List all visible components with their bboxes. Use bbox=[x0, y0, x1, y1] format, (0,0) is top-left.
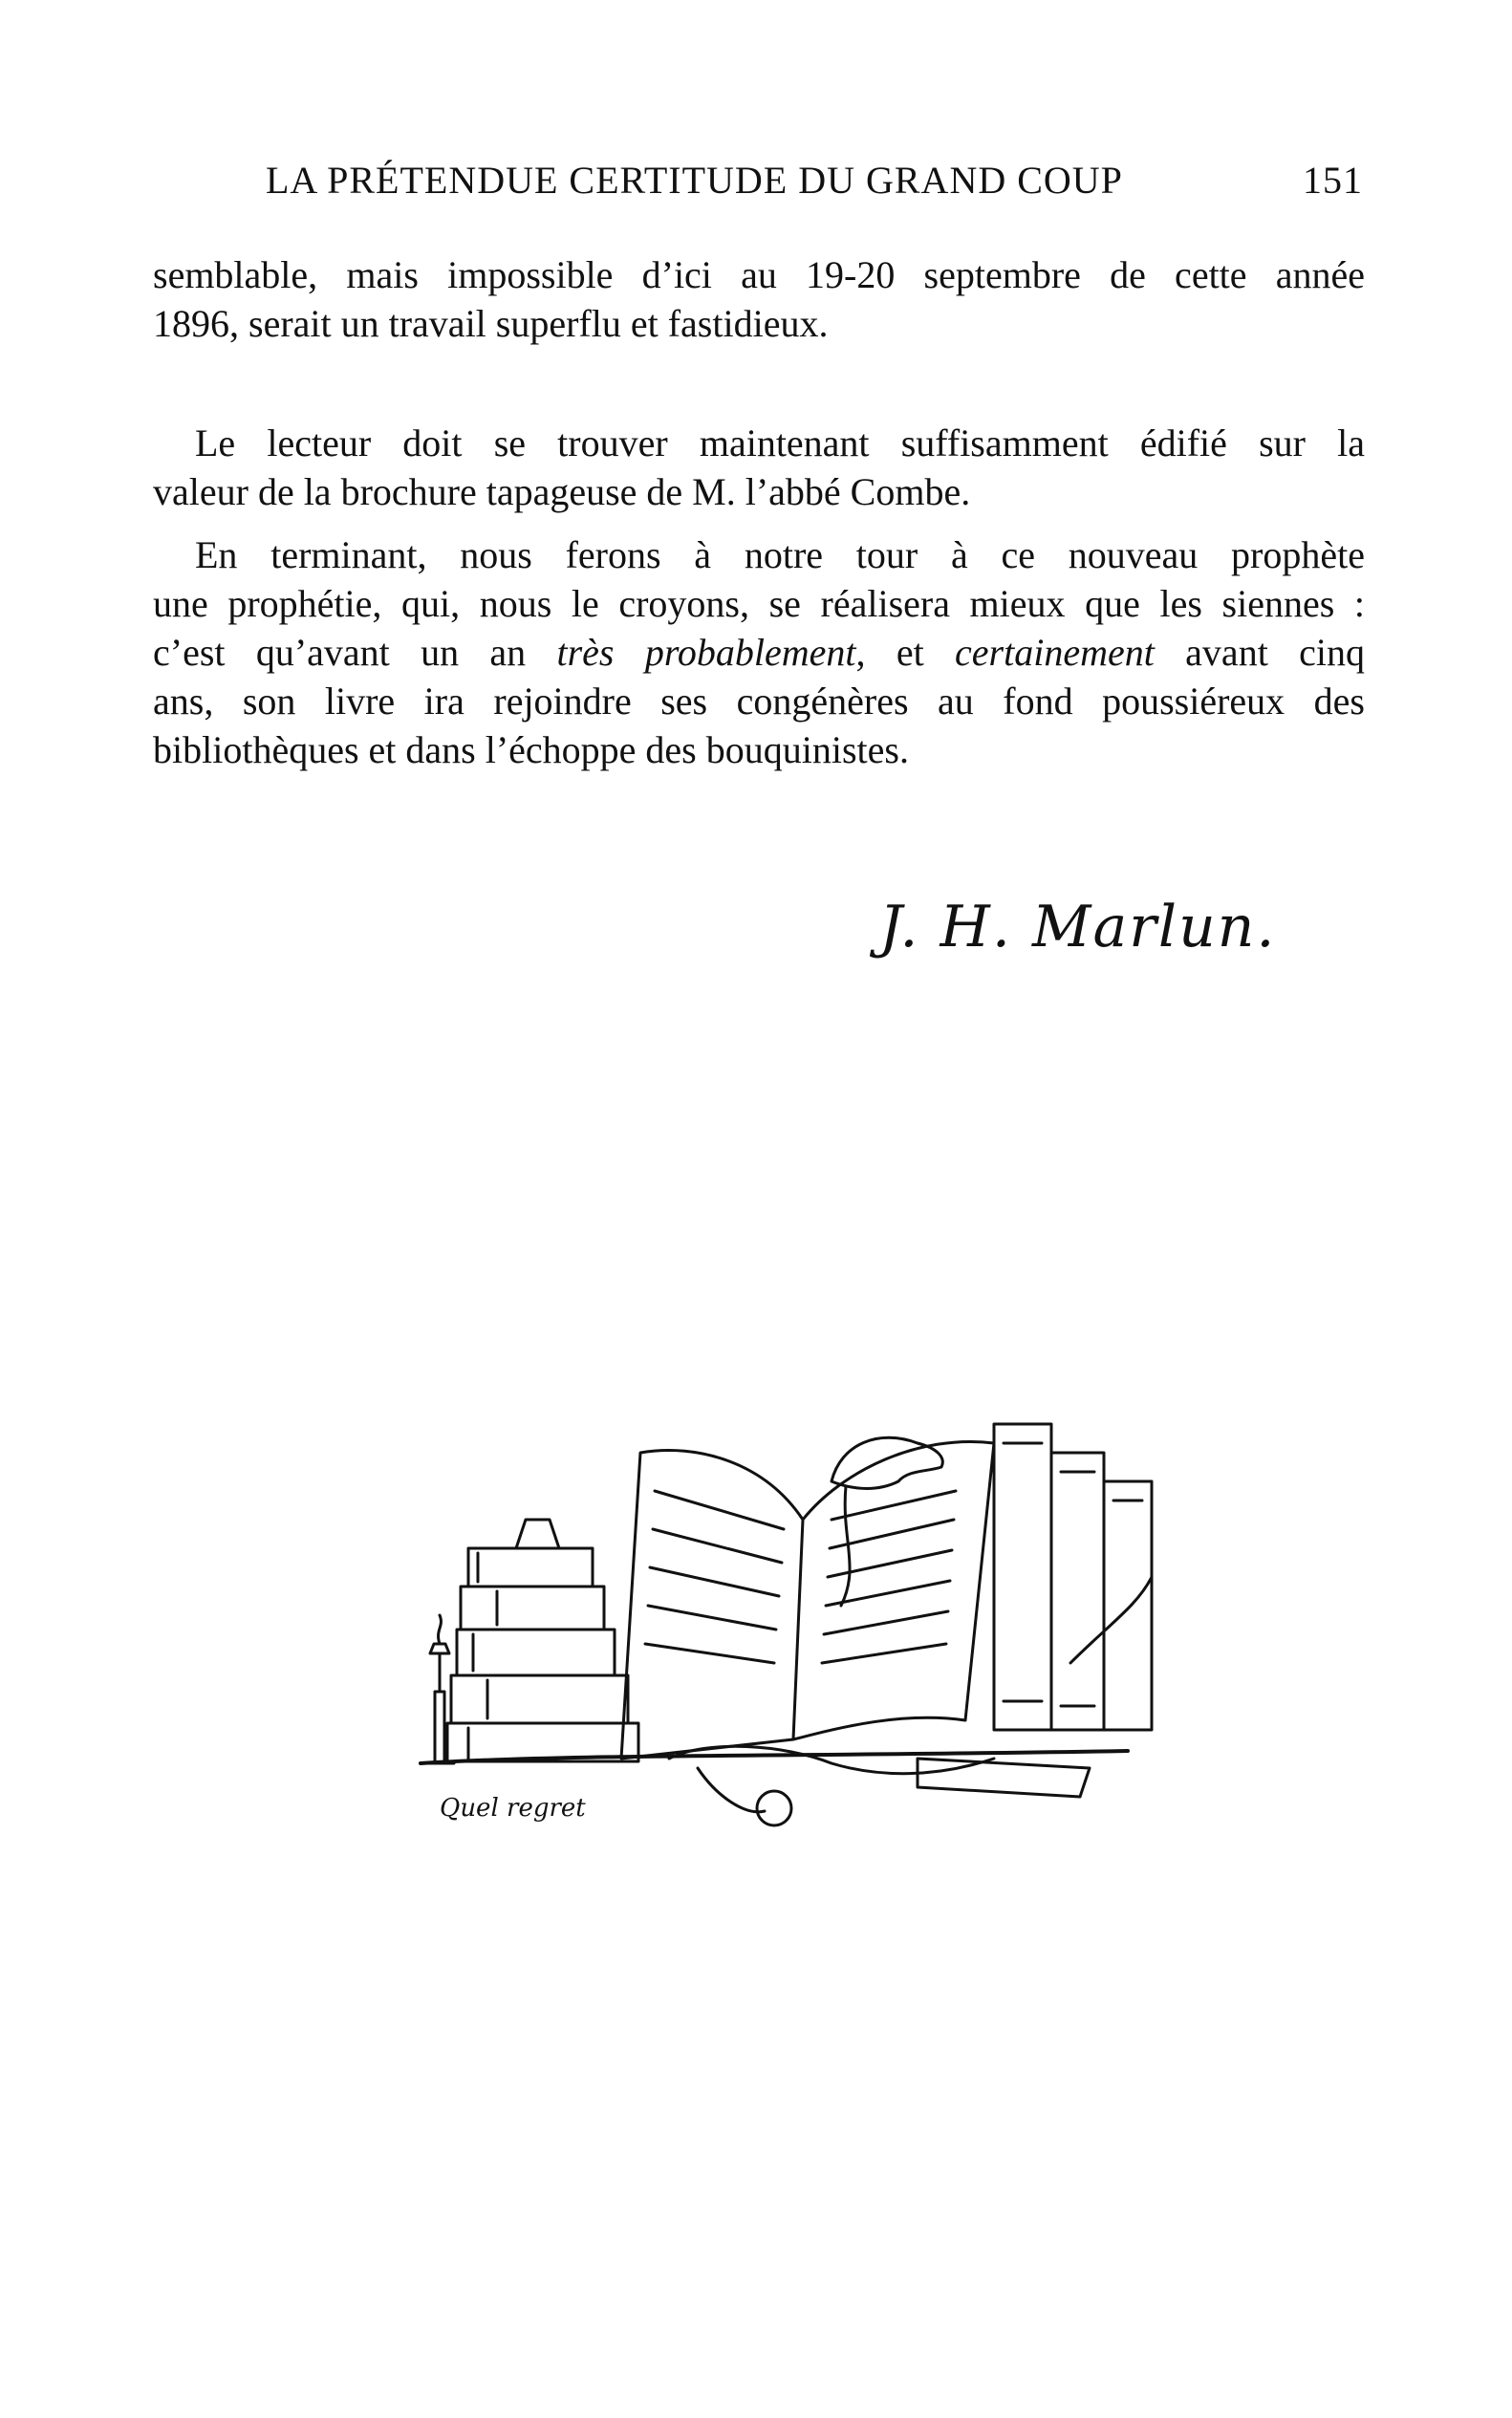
paragraph-prophetie bbox=[153, 530, 1365, 774]
text-run: c’est qu’avant un an bbox=[153, 631, 557, 674]
text-run: , et bbox=[855, 631, 956, 674]
running-title: LA PRÉTENDUE CERTITUDE DU GRAND COUP bbox=[266, 159, 1123, 202]
text-line: ans, son livre ira rejoindre ses congénères au fond poussiéreux des bbox=[153, 680, 1365, 723]
books-vignette-illustration bbox=[382, 1376, 1166, 1835]
text-line-mixed bbox=[153, 628, 1365, 677]
text-line: valeur de la brochure tapageuse de M. l’abbé Combe. bbox=[153, 470, 971, 513]
text-line: 1896, serait un travail superflu et fastidieux. bbox=[153, 302, 829, 345]
text-line: bibliothèques et dans l’échoppe des bouquinistes. bbox=[153, 728, 909, 771]
text-line: une prophétie, qui, nous le croyons, se réalisera mieux que les siennes : bbox=[153, 582, 1365, 625]
text-line: Le lecteur doit se trouver maintenant suffisamment édifié sur la bbox=[195, 421, 1365, 464]
page-number: 151 bbox=[1303, 159, 1363, 202]
running-head bbox=[266, 158, 1363, 215]
paragraph-continuation bbox=[153, 250, 1365, 348]
text-run: avant cinq bbox=[1154, 631, 1365, 674]
author-signature: J. H. Marlun. bbox=[879, 894, 1277, 961]
italic-run: très probablement bbox=[556, 631, 856, 674]
paragraph-lecteur bbox=[153, 419, 1365, 516]
italic-run: certainement bbox=[955, 631, 1155, 674]
text-line: semblable, mais impossible d’ici au 19-20 septembre de cette année bbox=[153, 253, 1365, 296]
text-line: En terminant, nous ferons à notre tour à ce nouveau prophète bbox=[195, 533, 1365, 576]
illustration-artist-signature: Quel regret bbox=[440, 1794, 586, 1823]
